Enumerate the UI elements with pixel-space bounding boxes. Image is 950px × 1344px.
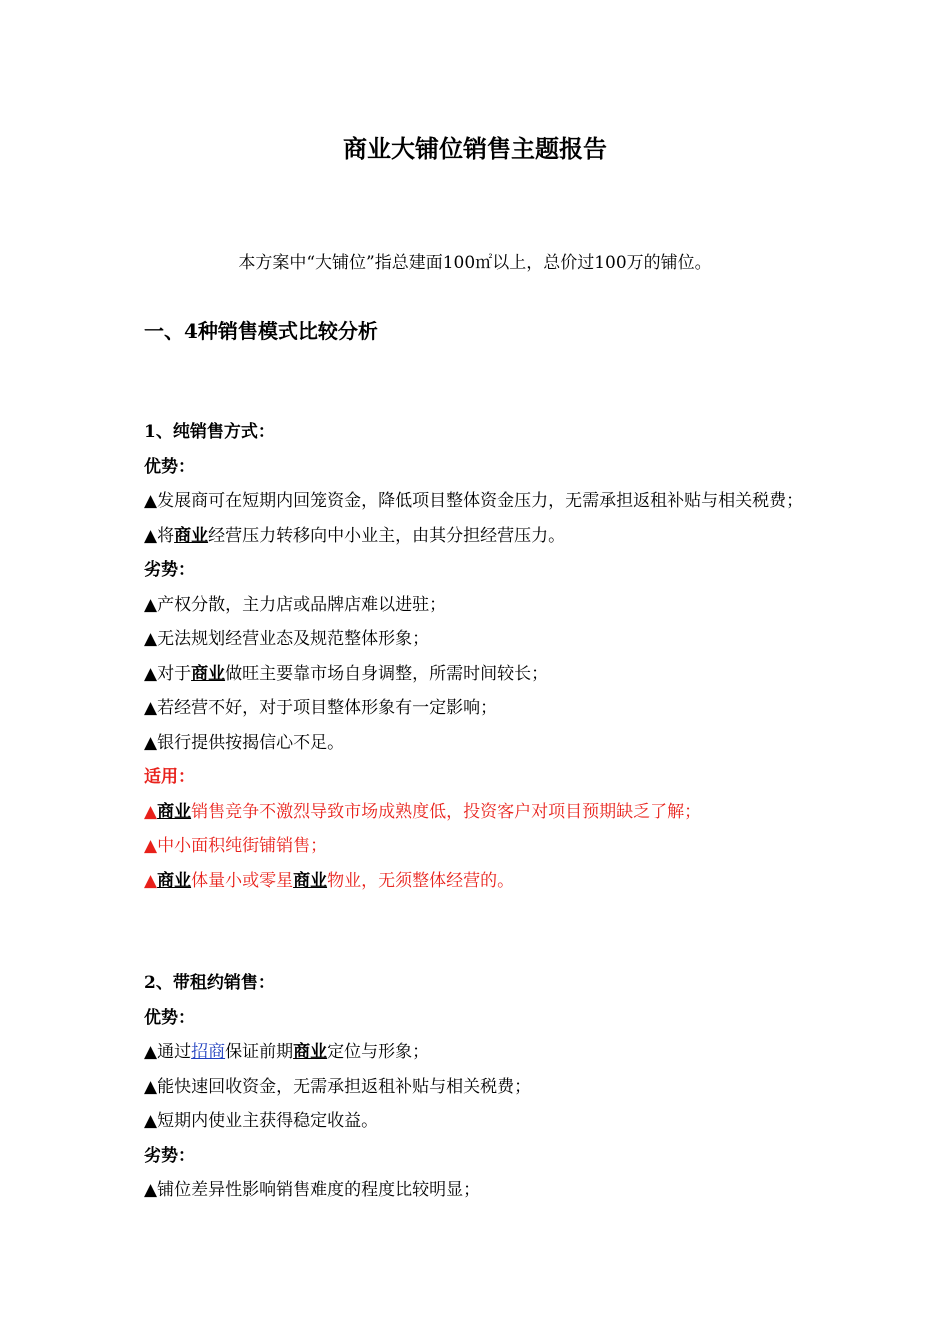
part1-disadvantage-2: ▲无法规划经营业态及规范整体形象； [144,629,430,649]
keyword-link[interactable]: 商业 [157,870,192,891]
keyword-link[interactable]: 商业 [191,663,226,684]
part1-applicable-label: 适用： [144,767,195,787]
part1-block [144,415,814,898]
part2-disadvantages-label: 劣势： [144,1145,195,1166]
part2-heading: 2、带租约销售： [144,973,275,993]
part2-advantage-2: ▲能快速回收资金，无需承担返租补贴与相关税费； [144,1076,532,1097]
hyperlink[interactable]: 招商 [191,1042,226,1062]
keyword-link[interactable]: 商业 [293,870,328,891]
part1-disadvantage-5: ▲银行提供按揭信心不足。 [144,732,345,753]
keyword-link[interactable]: 商业 [157,801,192,822]
part1-applicable-2: ▲中小面积纯街铺销售； [144,836,328,856]
part2-advantage-3: ▲短期内使业主获得稳定收益。 [144,1111,379,1131]
part1-advantage-2: ▲将商业经营压力转移向中小业主，由其分担经营压力。 [144,525,566,546]
part2-disadvantage-1: ▲铺位差异性影响销售难度的程度比较明显； [144,1180,481,1200]
intro-paragraph: 本方案中“大铺位”指总建面100㎡以上，总价过100万的铺位。 [238,253,712,273]
part1-disadvantages-label: 劣势： [144,560,195,580]
part2-block [144,966,814,1208]
part1-advantage-1: ▲发展商可在短期内回笼资金，降低项目整体资金压力，无需承担返租补贴与相关税费； [144,491,804,511]
part1-disadvantage-1: ▲产权分散，主力店或品牌店难以进驻； [144,594,447,615]
part2-advantage-1: ▲通过招商保证前期商业定位与形象； [144,1042,430,1062]
part1-disadvantage-4: ▲若经营不好，对于项目整体形象有一定影响； [144,698,498,718]
page-title: 商业大铺位销售主题报告 [343,134,607,163]
part2-advantages-label: 优势： [144,1007,195,1028]
part1-applicable-1: ▲商业销售竞争不激烈导致市场成熟度低，投资客户对项目预期缺乏了解； [144,801,702,822]
part1-advantages-label: 优势： [144,456,195,477]
keyword-link[interactable]: 商业 [174,525,209,546]
part1-disadvantage-3: ▲对于商业做旺主要靠市场自身调整，所需时间较长； [144,663,549,684]
keyword-link[interactable]: 商业 [293,1042,328,1062]
part1-applicable-3: ▲商业体量小或零星商业物业，无须整体经营的。 [144,870,515,891]
part1-heading: 1、纯销售方式： [144,422,275,442]
section-heading: 一、4种销售模式比较分析 [144,319,378,343]
